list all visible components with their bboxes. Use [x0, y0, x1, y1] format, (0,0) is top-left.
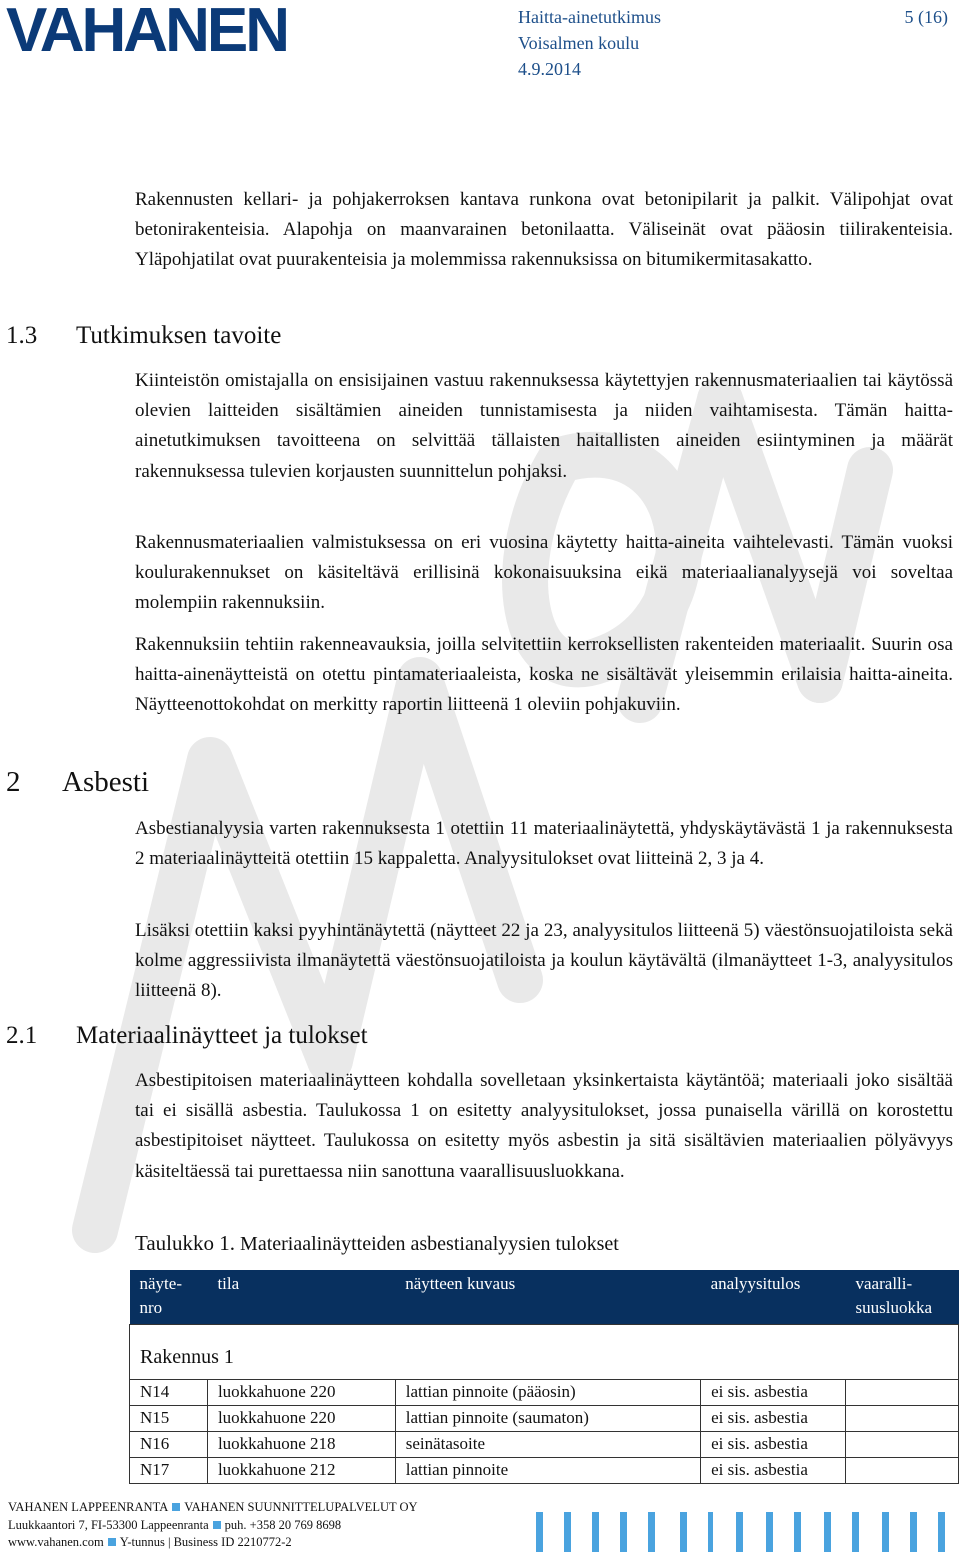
section-2-paragraph-1: Asbestianalyysia varten rakennuksesta 1 otettiin 11 materiaalinäytettä, yhdyskäytävästä 1 ja rakennuksesta 2 materiaalinäytteitä otettiin 15 kappaletta. Analyysitulokset ovat liitteinä 2, 3 ja 4. — [135, 818, 953, 870]
table-cell: N16 — [130, 1431, 208, 1457]
table-cell: luokkahuone 218 — [207, 1431, 395, 1457]
asbestos-results-table — [129, 1270, 959, 1484]
footer-company-2: VAHANEN SUUNNITTELUPALVELUT OY — [184, 1500, 418, 1514]
section-2-heading — [6, 766, 149, 798]
section-number: 2 — [6, 766, 21, 798]
table-cell: N17 — [130, 1457, 208, 1483]
section-1-3-paragraph-3: Rakennuksiin tehtiin rakenneavauksia, joilla selvitettiin kerroksellisten rakenteiden materiaalit. Suurin osa haitta-ainenäytteistä on otettu pintamateriaaleista, koska ne sisältävät yleisemmin erilaisia haitta-aineita. Näytteenottokohdat on merkitty raportin liitteenä 1 oleviin pohjakuviin. — [135, 634, 953, 716]
section-1-3-heading — [6, 320, 281, 352]
table-caption-label: Taulukko 1. — [135, 1231, 236, 1255]
section-2-paragraph-2: Lisäksi otettiin kaksi pyyhintänäytettä (näytteet 22 ja 23, analyysitulos liitteenä 5) väestönsuojatiloista sekä kolme aggressiivista ilmanäytettä väestönsuojatiloista ja koulun käytävältä (ilmanäytteet 1-3, analyysitulos liitteenä 8). — [135, 920, 953, 1002]
section-2-1-paragraph: Asbestipitoisen materiaalinäytteen kohdalla sovelletaan yksinkertaista käytäntöä; materiaali joko sisältää tai ei sisällä asbestia. Taulukossa 1 on esitetty analyysitulokset, jossa punaisella värillä on korostettu asbestipitoiset näytteet. Taulukossa on esitetty myös asbestin ja sitä sisältävien materiaalien pölyävyys käsiteltäessä tai purettaessa niin sanottuna vaarallisuusluokkana. — [135, 1070, 953, 1182]
table-cell: luokkahuone 220 — [207, 1405, 395, 1431]
table-cell: ei sis. asbestia — [701, 1431, 846, 1457]
table-cell: luokkahuone 212 — [207, 1457, 395, 1483]
section-2-1-heading — [6, 1020, 368, 1052]
column-header: näytteen kuvaus — [395, 1270, 700, 1324]
table-cell — [846, 1405, 959, 1431]
section-number: 2.1 — [6, 1022, 38, 1049]
document-date: 4.9.2014 — [518, 59, 581, 79]
footer-phone: puh. +358 20 769 8698 — [224, 1517, 342, 1532]
intro-paragraph: Rakennusten kellari- ja pohjakerroksen kantava runkona ovat betonipilarit ja palkit. Välipohjat ovat betonirakenteisia. Alapohja on maanvarainen betonilaatta. Väliseinät ovat pääosin tiilirakenteisia. Yläpohjatilat ovat puurakenteisia ja molemmissa rakennuksissa on bitumikermitasakatto. — [135, 189, 953, 271]
column-header: näyte-nro — [130, 1270, 208, 1324]
table-cell: seinätasoite — [395, 1431, 700, 1457]
table-cell: luokkahuone 220 — [207, 1379, 395, 1405]
document-header — [518, 4, 948, 82]
table-row — [130, 1379, 959, 1405]
column-header: tila — [207, 1270, 395, 1324]
building-label: Rakennus 1 — [130, 1324, 959, 1379]
table-cell: N15 — [130, 1405, 208, 1431]
footer-barcode-graphic — [530, 1512, 950, 1552]
column-header: analyysitulos — [701, 1270, 846, 1324]
footer-line-3 — [8, 1534, 528, 1552]
table-cell — [846, 1457, 959, 1483]
footer-business-id: Y-tunnus | Business ID 2210772-2 — [119, 1535, 292, 1549]
table-section-row — [130, 1324, 959, 1379]
table-row — [130, 1431, 959, 1457]
table-cell — [846, 1379, 959, 1405]
footer-line-1 — [8, 1499, 528, 1517]
table-cell: ei sis. asbestia — [701, 1379, 846, 1405]
table-caption-text: Materiaalinäytteiden asbestianalyysien tulokset — [240, 1233, 619, 1255]
logo-text: VAHANEN — [6, 0, 287, 65]
section-1-3-paragraph-2: Rakennusmateriaalien valmistuksessa on eri vuosina käytetty haitta-aineita vaihtelevasti. Tämän vuoksi koulurakennukset on käsiteltävä erillisinä kokonaisuuksina eikä materiaalianalyysejä voi soveltaa molempiin rakennuksiin. — [135, 532, 953, 614]
footer-website: www.vahanen.com — [8, 1535, 104, 1549]
table-row — [130, 1457, 959, 1483]
section-title: Materiaalinäytteet ja tulokset — [76, 1022, 368, 1049]
square-bullet-icon — [213, 1521, 221, 1529]
table-caption — [135, 1229, 619, 1258]
footer-line-2 — [8, 1517, 528, 1535]
page-number: 5 (16) — [904, 7, 948, 27]
square-bullet-icon — [108, 1538, 116, 1546]
vahanen-logo — [6, 0, 288, 65]
table-cell: ei sis. asbestia — [701, 1405, 846, 1431]
table-cell: lattian pinnoite — [395, 1457, 700, 1483]
page-footer — [8, 1499, 528, 1552]
section-title: Tutkimuksen tavoite — [76, 322, 282, 349]
table-row — [130, 1405, 959, 1431]
table-cell — [846, 1431, 959, 1457]
footer-company-1: VAHANEN LAPPEENRANTA — [8, 1500, 169, 1514]
table-cell: ei sis. asbestia — [701, 1457, 846, 1483]
table-cell: N14 — [130, 1379, 208, 1405]
section-title: Asbesti — [62, 766, 149, 798]
footer-address: Luukkaantori 7, FI-53300 Lappeenranta — [8, 1517, 209, 1532]
table-cell: lattian pinnoite (saumaton) — [395, 1405, 700, 1431]
column-header: vaaralli-suusluokka — [846, 1270, 959, 1324]
table-header-row — [130, 1270, 959, 1324]
section-1-3-paragraph-1: Kiinteistön omistajalla on ensisijainen vastuu rakennuksessa käytettyjen rakennusmateriaalien tai käytössä olevien laitteiden sisältämien aineiden tunnistamisesta ja niiden vaihtamisesta. Tämän haitta-ainetutkimuksen tavoitteena on selvittää tällaisten haitallisten aineiden esiintyminen ja määrät rakennuksessa tulevien korjausten suunnittelun pohjaksi. — [135, 370, 953, 482]
section-number: 1.3 — [6, 322, 38, 349]
table-cell: lattian pinnoite (pääosin) — [395, 1379, 700, 1405]
document-title: Haitta-ainetutkimus — [518, 7, 661, 27]
square-bullet-icon — [172, 1503, 180, 1511]
document-school: Voisalmen koulu — [518, 33, 640, 53]
